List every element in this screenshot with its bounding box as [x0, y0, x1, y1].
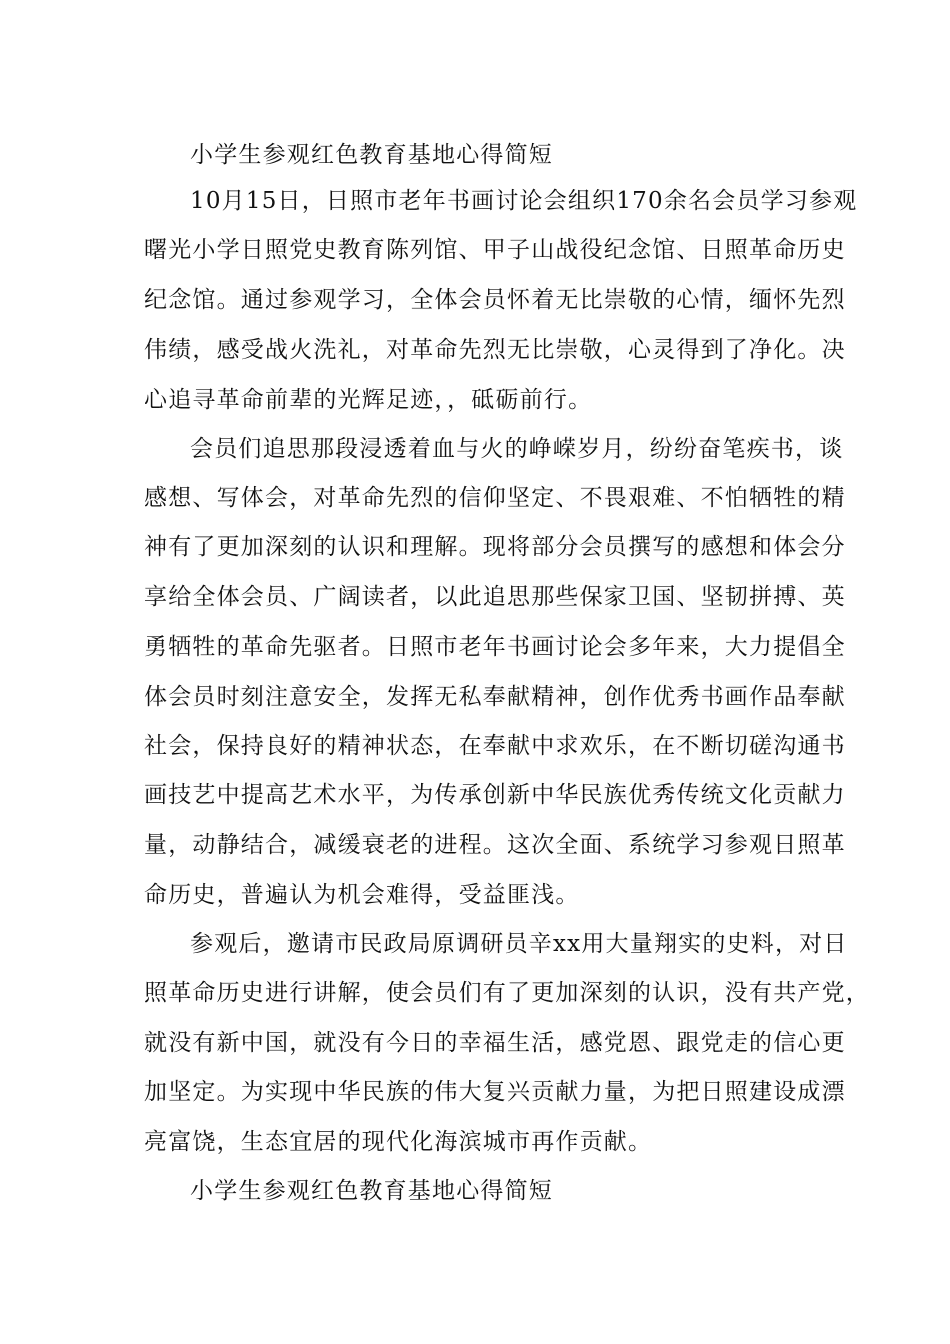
- paragraph-2-line-7: 社会，保持良好的精神状态，在奉献中求欢乐，在不断切磋沟通书: [144, 733, 846, 759]
- paragraph-1-line-5: 心追寻革命前辈的光辉足迹，，砥砺前行。: [144, 387, 593, 413]
- paragraph-2-line-4: 享给全体会员、广阔读者，以此追思那些保家卫国、坚韧拼搏、英: [144, 584, 846, 610]
- paragraph-1-line-1: 10月15日，日照市老年书画讨论会组织170余名会员学习参观: [190, 188, 858, 214]
- paragraph-1-line-4: 伟绩，感受战火洗礼，对革命先烈无比崇敬，心灵得到了净化。决: [144, 337, 846, 363]
- paragraph-3-line-2: 照革命历史进行讲解，使会员们有了更加深刻的认识，没有共产党，: [144, 980, 870, 1006]
- paragraph-3-line-1: 参观后，邀请市民政局原调研员辛xx用大量翔实的史料，对日: [190, 931, 848, 957]
- paragraph-1-line-3: 纪念馆。通过参观学习，全体会员怀着无比崇敬的心情，缅怀先烈: [144, 287, 846, 313]
- paragraph-2-line-10: 命历史，普遍认为机会难得，受益匪浅。: [144, 882, 580, 908]
- paragraph-2-line-5: 勇牺牲的革命先驱者。日照市老年书画讨论会多年来，大力提倡全: [144, 634, 846, 660]
- title-line: 小学生参观红色教育基地心得简短: [190, 142, 553, 168]
- repeated-title-line: 小学生参观红色教育基地心得简短: [190, 1178, 553, 1204]
- paragraph-3-line-4: 加坚定。为实现中华民族的伟大复兴贡献力量，为把日照建设成漂: [144, 1079, 846, 1105]
- paragraph-2-line-9: 量，动静结合，减缓衰老的进程。这次全面、系统学习参观日照革: [144, 832, 846, 858]
- paragraph-2-line-6: 体会员时刻注意安全，发挥无私奉献精神，创作优秀书画作品奉献: [144, 684, 846, 710]
- paragraph-1-line-2: 曙光小学日照党史教育陈列馆、甲子山战役纪念馆、日照革命历史: [144, 237, 846, 263]
- paragraph-3-line-5: 亮富饶，生态宜居的现代化海滨城市再作贡献。: [144, 1129, 653, 1155]
- paragraph-2-line-1: 会员们追思那段浸透着血与火的峥嵘岁月，纷纷奋笔疾书，谈: [190, 436, 844, 462]
- paragraph-2-line-2: 感想、写体会，对革命先烈的信仰坚定、不畏艰难、不怕牺牲的精: [144, 485, 846, 511]
- paragraph-2-line-8: 画技艺中提高艺术水平，为传承创新中华民族优秀传统文化贡献力: [144, 782, 846, 808]
- paragraph-3-line-3: 就没有新中国，就没有今日的幸福生活，感党恩、跟党走的信心更: [144, 1030, 846, 1056]
- paragraph-2-line-3: 神有了更加深刻的认识和理解。现将部分会员撰写的感想和体会分: [144, 534, 846, 560]
